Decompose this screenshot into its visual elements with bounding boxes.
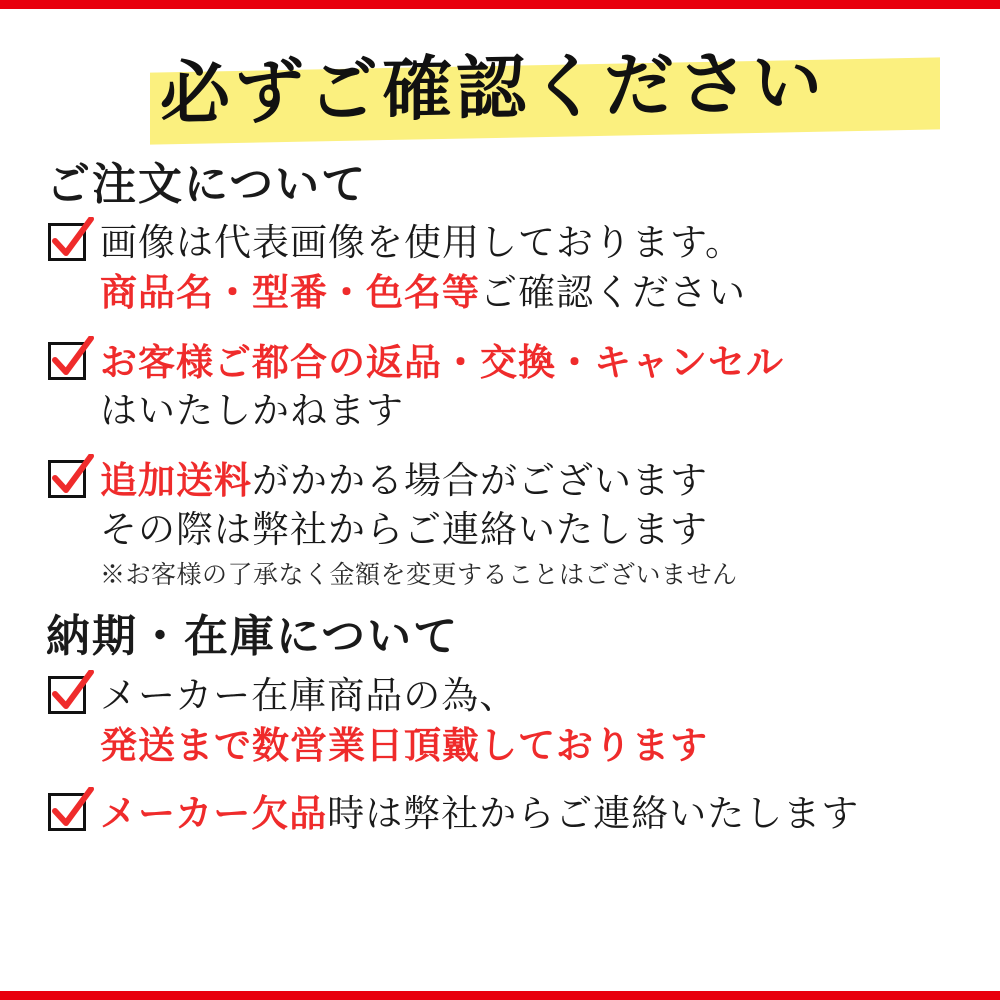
- emphasis-black: がかかる場合がございます: [252, 458, 708, 502]
- notice-content: [0, 9, 1000, 839]
- list-item-line: メーカー在庫商品の為、: [100, 673, 518, 717]
- list-item-text: [100, 219, 960, 318]
- section-heading-delivery: 納期・在庫について: [46, 611, 460, 663]
- checkmark-icon: [48, 676, 92, 720]
- list-item-line: はいたしかねます: [100, 388, 404, 432]
- list-item-line: お客様ご都合の返品・交換・キャンセル: [100, 340, 784, 385]
- list-item: [40, 456, 960, 592]
- list-item-line: その際は弊社からご連絡いたします: [100, 507, 708, 551]
- emphasis-black: 時は弊社からご連絡いたします: [327, 792, 860, 836]
- checkmark-icon: [48, 342, 92, 386]
- page-title: 必ずご確認ください: [160, 40, 826, 135]
- list-item-note: ※お客様の了承なく金額を変更することはございません: [100, 560, 738, 590]
- list-item-text: [100, 338, 960, 436]
- checkmark-icon: [48, 223, 92, 267]
- section-heading-order: ご注文について: [46, 159, 368, 210]
- list-item-text: [100, 672, 960, 770]
- checkmark-icon: [48, 460, 92, 504]
- list-item-text: [100, 789, 960, 839]
- list-item-line: [100, 268, 960, 318]
- page-title-area: [40, 35, 960, 147]
- list-item-line: 画像は代表画像を使用しております。: [100, 221, 744, 265]
- list-item-line: 発送まで数営業日頂戴しております: [100, 722, 708, 767]
- emphasis-red: メーカー欠品: [100, 791, 328, 836]
- list-item: [40, 672, 960, 770]
- list-item: [40, 338, 960, 436]
- list-item-line: [100, 456, 960, 506]
- list-item-line: [100, 789, 960, 839]
- list-item: [40, 219, 960, 318]
- checkmark-icon: [48, 793, 92, 837]
- list-item-text: [100, 456, 960, 592]
- list-item: [40, 789, 960, 839]
- emphasis-red: 追加送料: [100, 457, 252, 502]
- emphasis-black: ご確認ください: [480, 271, 746, 315]
- emphasis-red: 商品名・型番・色名等: [100, 270, 480, 315]
